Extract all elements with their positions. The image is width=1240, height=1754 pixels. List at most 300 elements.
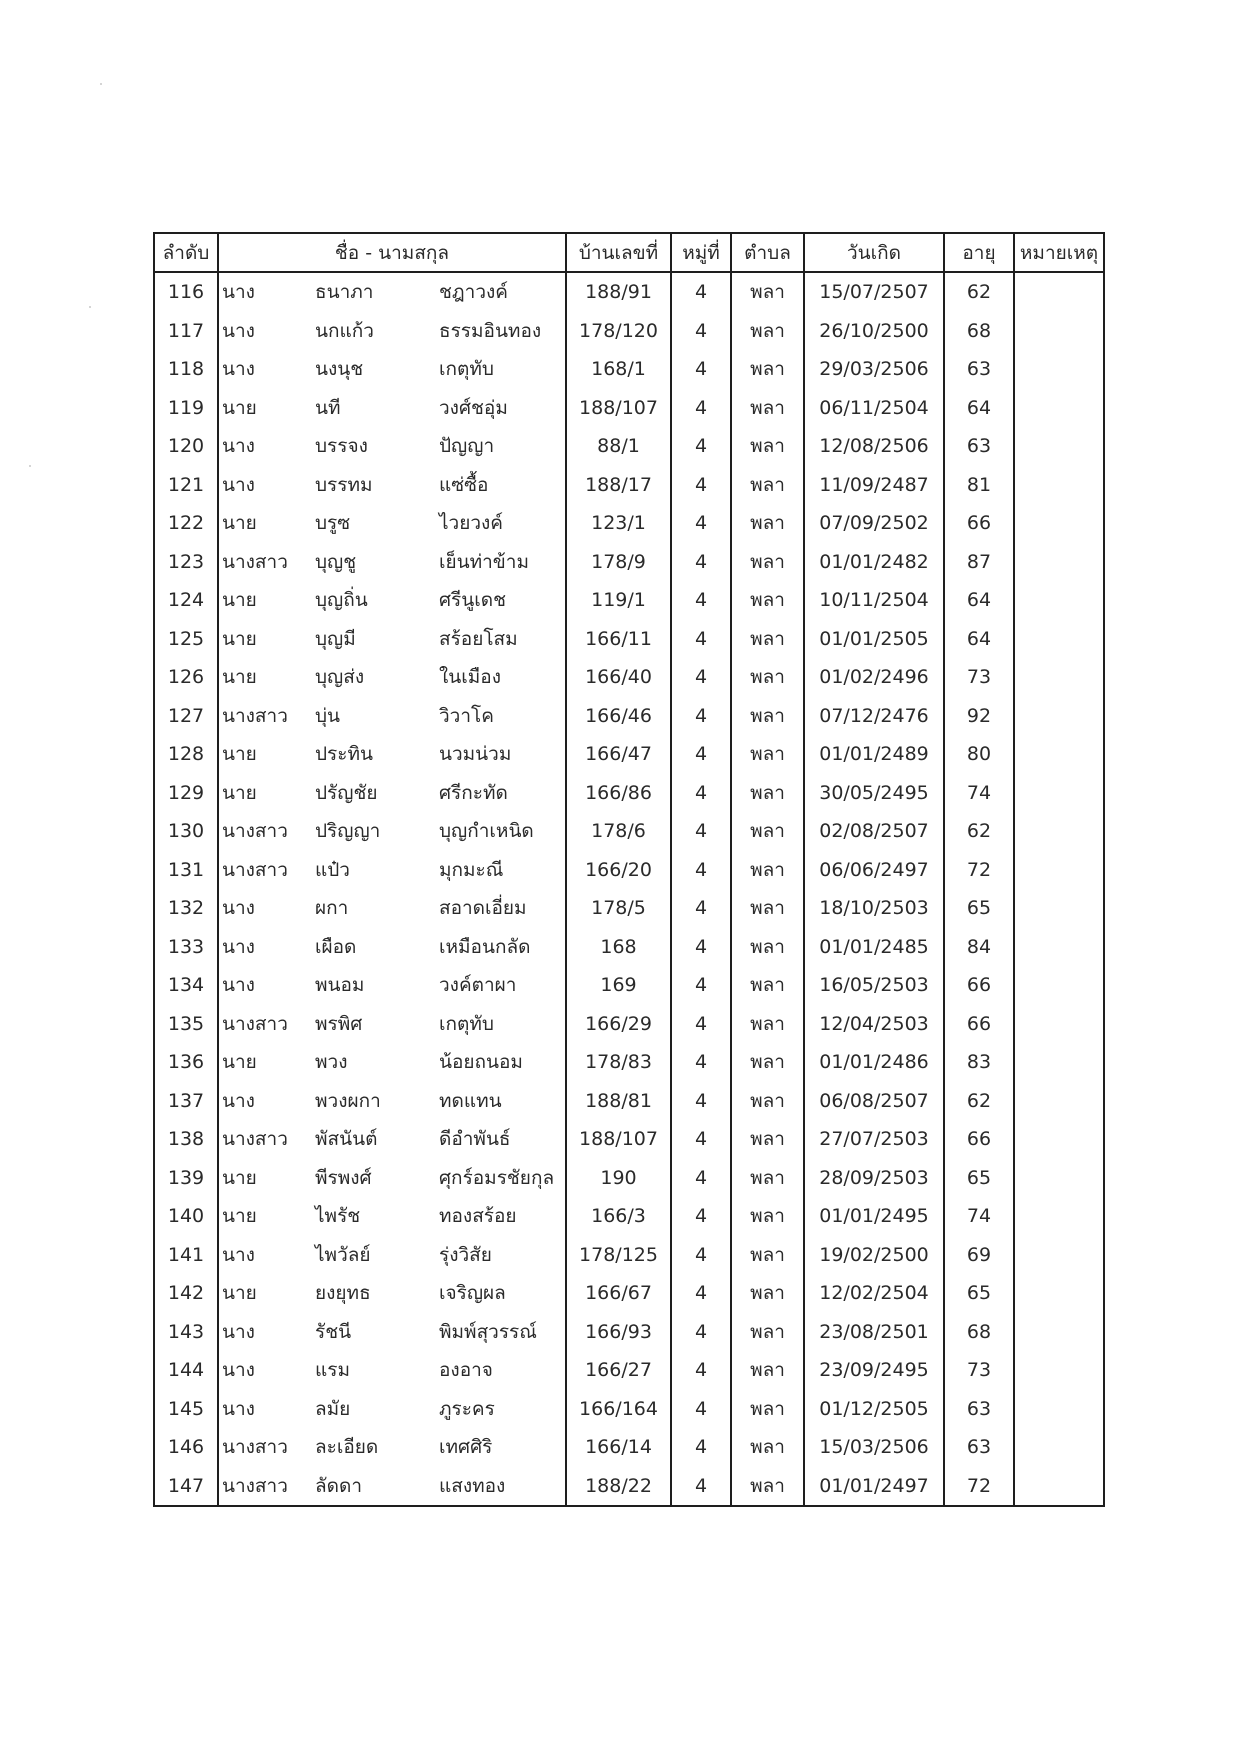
- row-number: 141: [154, 1236, 218, 1275]
- full-name-cell: [218, 543, 566, 582]
- row-number: 135: [154, 1005, 218, 1044]
- table-row: [154, 543, 1104, 582]
- moo-number: 4: [671, 1197, 731, 1236]
- row-number: 136: [154, 1043, 218, 1082]
- remark: [1014, 1351, 1104, 1390]
- remark: [1014, 1390, 1104, 1429]
- moo-number: 4: [671, 1428, 731, 1467]
- moo-number: 4: [671, 1351, 731, 1390]
- date-of-birth: 01/01/2489: [804, 735, 944, 774]
- house-number: 166/86: [566, 774, 671, 813]
- age: 81: [944, 466, 1014, 505]
- full-name-cell: [218, 427, 566, 466]
- full-name-cell: [218, 466, 566, 505]
- last-name: แสงทอง: [439, 1474, 506, 1497]
- house-number: 166/20: [566, 851, 671, 890]
- moo-number: 4: [671, 466, 731, 505]
- house-number: 166/67: [566, 1274, 671, 1313]
- moo-number: 4: [671, 581, 731, 620]
- moo-number: 4: [671, 1005, 731, 1044]
- last-name: ศรีนูเดช: [439, 589, 506, 612]
- name-prefix: นาง: [222, 935, 255, 958]
- name-prefix: นาง: [222, 281, 255, 304]
- remark: [1014, 581, 1104, 620]
- date-of-birth: 10/11/2504: [804, 581, 944, 620]
- remark: [1014, 389, 1104, 428]
- moo-number: 4: [671, 543, 731, 582]
- scan-speck: [100, 83, 102, 85]
- age: 62: [944, 812, 1014, 851]
- tambon: พลา: [731, 1236, 804, 1275]
- remark: [1014, 1313, 1104, 1352]
- remark: [1014, 1274, 1104, 1313]
- age: 84: [944, 928, 1014, 967]
- house-number: 188/91: [566, 272, 671, 312]
- age: 63: [944, 350, 1014, 389]
- table-row: [154, 466, 1104, 505]
- name-prefix: นางสาว: [222, 1474, 288, 1497]
- first-name: พัสนันต์: [315, 1128, 378, 1151]
- tambon: พลา: [731, 1390, 804, 1429]
- first-name: บรรจง: [315, 435, 368, 458]
- last-name: ดีอำพันธ์: [439, 1128, 511, 1151]
- remark: [1014, 966, 1104, 1005]
- last-name: บุญกำเหนิด: [439, 820, 534, 843]
- name-prefix: นาง: [222, 358, 255, 381]
- date-of-birth: 06/11/2504: [804, 389, 944, 428]
- age: 87: [944, 543, 1014, 582]
- table-row: [154, 1428, 1104, 1467]
- tambon: พลา: [731, 543, 804, 582]
- age: 92: [944, 697, 1014, 736]
- moo-number: 4: [671, 697, 731, 736]
- tambon: พลา: [731, 1082, 804, 1121]
- name-prefix: นาง: [222, 1243, 255, 1266]
- table-row: [154, 1274, 1104, 1313]
- row-number: 118: [154, 350, 218, 389]
- date-of-birth: 12/02/2504: [804, 1274, 944, 1313]
- moo-number: 4: [671, 889, 731, 928]
- age: 65: [944, 1274, 1014, 1313]
- last-name: นวมน่วม: [439, 743, 512, 766]
- tambon: พลา: [731, 928, 804, 967]
- table-row: [154, 272, 1104, 312]
- date-of-birth: 28/09/2503: [804, 1159, 944, 1198]
- row-number: 119: [154, 389, 218, 428]
- first-name: พวง: [315, 1051, 348, 1074]
- first-name: แรม: [315, 1359, 350, 1382]
- house-number: 168/1: [566, 350, 671, 389]
- house-number: 88/1: [566, 427, 671, 466]
- date-of-birth: 16/05/2503: [804, 966, 944, 1005]
- age: 65: [944, 1159, 1014, 1198]
- first-name: นกแก้ว: [315, 319, 374, 342]
- tambon: พลา: [731, 697, 804, 736]
- tambon: พลา: [731, 812, 804, 851]
- row-number: 117: [154, 312, 218, 351]
- first-name: ลมัย: [315, 1397, 351, 1420]
- first-name: ไพวัลย์: [315, 1243, 371, 1266]
- first-name: ผกา: [315, 897, 349, 920]
- age: 64: [944, 620, 1014, 659]
- remark: [1014, 889, 1104, 928]
- last-name: ธรรมอินทอง: [439, 319, 542, 342]
- date-of-birth: 01/02/2496: [804, 658, 944, 697]
- tambon: พลา: [731, 389, 804, 428]
- moo-number: 4: [671, 620, 731, 659]
- full-name-cell: [218, 1043, 566, 1082]
- age: 72: [944, 1467, 1014, 1507]
- full-name-cell: [218, 504, 566, 543]
- remark: [1014, 1120, 1104, 1159]
- last-name: มุกมะณี: [439, 858, 504, 881]
- table-row: [154, 581, 1104, 620]
- last-name: วงค์ตาผา: [439, 974, 517, 997]
- first-name: พีรพงศ์: [315, 1166, 372, 1189]
- age: 63: [944, 427, 1014, 466]
- table-row: [154, 735, 1104, 774]
- house-number: 166/47: [566, 735, 671, 774]
- moo-number: 4: [671, 350, 731, 389]
- last-name: วงศ์ชอุ่ม: [439, 396, 508, 419]
- full-name-cell: [218, 774, 566, 813]
- first-name: บุญถิ่น: [315, 589, 368, 612]
- date-of-birth: 12/08/2506: [804, 427, 944, 466]
- last-name: ชฎาวงค์: [439, 281, 508, 304]
- age: 83: [944, 1043, 1014, 1082]
- header-tambon: ตำบล: [731, 233, 804, 272]
- moo-number: 4: [671, 1082, 731, 1121]
- table-row: [154, 1236, 1104, 1275]
- date-of-birth: 27/07/2503: [804, 1120, 944, 1159]
- last-name: เหมือนกลัด: [439, 935, 531, 958]
- row-number: 147: [154, 1467, 218, 1507]
- remark: [1014, 350, 1104, 389]
- last-name: พิมพ์สุวรรณ์: [439, 1320, 537, 1343]
- row-number: 122: [154, 504, 218, 543]
- tambon: พลา: [731, 1159, 804, 1198]
- remark: [1014, 272, 1104, 312]
- full-name-cell: [218, 1428, 566, 1467]
- tambon: พลา: [731, 1351, 804, 1390]
- remark: [1014, 1043, 1104, 1082]
- name-prefix: นาย: [222, 666, 257, 689]
- tambon: พลา: [731, 774, 804, 813]
- house-number: 188/22: [566, 1467, 671, 1507]
- remark: [1014, 312, 1104, 351]
- house-number: 178/5: [566, 889, 671, 928]
- row-number: 121: [154, 466, 218, 505]
- name-prefix: นางสาว: [222, 1128, 288, 1151]
- name-prefix: นางสาว: [222, 1012, 288, 1035]
- table-row: [154, 1120, 1104, 1159]
- age: 65: [944, 889, 1014, 928]
- name-prefix: นางสาว: [222, 858, 288, 881]
- last-name: ในเมือง: [439, 666, 501, 689]
- name-prefix: นาง: [222, 974, 255, 997]
- last-name: ศรีกะทัด: [439, 781, 508, 804]
- moo-number: 4: [671, 851, 731, 890]
- name-prefix: นาย: [222, 1166, 257, 1189]
- age: 72: [944, 851, 1014, 890]
- full-name-cell: [218, 812, 566, 851]
- moo-number: 4: [671, 812, 731, 851]
- date-of-birth: 12/04/2503: [804, 1005, 944, 1044]
- row-number: 124: [154, 581, 218, 620]
- remark: [1014, 504, 1104, 543]
- table-row: [154, 1043, 1104, 1082]
- age: 63: [944, 1428, 1014, 1467]
- moo-number: 4: [671, 1159, 731, 1198]
- full-name-cell: [218, 658, 566, 697]
- house-number: 188/107: [566, 389, 671, 428]
- remark: [1014, 620, 1104, 659]
- date-of-birth: 01/01/2486: [804, 1043, 944, 1082]
- name-prefix: นาง: [222, 435, 255, 458]
- elderly-roster-table: [153, 232, 1105, 1507]
- header-dob: วันเกิด: [804, 233, 944, 272]
- full-name-cell: [218, 1467, 566, 1507]
- date-of-birth: 11/09/2487: [804, 466, 944, 505]
- house-number: 168: [566, 928, 671, 967]
- date-of-birth: 01/01/2505: [804, 620, 944, 659]
- remark: [1014, 1082, 1104, 1121]
- full-name-cell: [218, 1197, 566, 1236]
- row-number: 146: [154, 1428, 218, 1467]
- first-name: ปรัญชัย: [315, 781, 378, 804]
- full-name-cell: [218, 1274, 566, 1313]
- last-name: น้อยถนอม: [439, 1051, 523, 1074]
- last-name: ศุกร์อมรชัยกุล: [439, 1166, 555, 1189]
- date-of-birth: 02/08/2507: [804, 812, 944, 851]
- scan-speck: [29, 465, 31, 467]
- age: 62: [944, 272, 1014, 312]
- name-prefix: นางสาว: [222, 550, 288, 573]
- first-name: ปริญญา: [315, 820, 381, 843]
- header-no: ลำดับ: [154, 233, 218, 272]
- remark: [1014, 697, 1104, 736]
- table-row: [154, 427, 1104, 466]
- tambon: พลา: [731, 1197, 804, 1236]
- house-number: 166/11: [566, 620, 671, 659]
- tambon: พลา: [731, 272, 804, 312]
- scan-speck: [89, 306, 91, 308]
- full-name-cell: [218, 1005, 566, 1044]
- moo-number: 4: [671, 774, 731, 813]
- moo-number: 4: [671, 272, 731, 312]
- full-name-cell: [218, 1236, 566, 1275]
- last-name: เจริญผล: [439, 1282, 506, 1305]
- row-number: 138: [154, 1120, 218, 1159]
- remark: [1014, 851, 1104, 890]
- house-number: 169: [566, 966, 671, 1005]
- moo-number: 4: [671, 928, 731, 967]
- last-name: ทองสร้อย: [439, 1205, 517, 1228]
- table-row: [154, 812, 1104, 851]
- last-name: ปัญญา: [439, 435, 495, 458]
- house-number: 178/9: [566, 543, 671, 582]
- name-prefix: นาง: [222, 473, 255, 496]
- house-number: 190: [566, 1159, 671, 1198]
- age: 66: [944, 504, 1014, 543]
- table-body: [154, 272, 1104, 1506]
- row-number: 131: [154, 851, 218, 890]
- header-age: อายุ: [944, 233, 1014, 272]
- moo-number: 4: [671, 735, 731, 774]
- table-row: [154, 1005, 1104, 1044]
- last-name: องอาจ: [439, 1359, 493, 1382]
- remark: [1014, 658, 1104, 697]
- header-moo: หมู่ที่: [671, 233, 731, 272]
- table-row: [154, 851, 1104, 890]
- moo-number: 4: [671, 1236, 731, 1275]
- first-name: พรพิศ: [315, 1012, 363, 1035]
- remark: [1014, 1236, 1104, 1275]
- house-number: 166/29: [566, 1005, 671, 1044]
- date-of-birth: 01/01/2485: [804, 928, 944, 967]
- tambon: พลา: [731, 658, 804, 697]
- first-name: บรูซ: [315, 512, 351, 535]
- moo-number: 4: [671, 1120, 731, 1159]
- row-number: 125: [154, 620, 218, 659]
- full-name-cell: [218, 1120, 566, 1159]
- tambon: พลา: [731, 427, 804, 466]
- age: 66: [944, 1120, 1014, 1159]
- row-number: 134: [154, 966, 218, 1005]
- row-number: 130: [154, 812, 218, 851]
- header-remark: หมายเหตุ: [1014, 233, 1104, 272]
- house-number: 166/14: [566, 1428, 671, 1467]
- table-row: [154, 697, 1104, 736]
- name-prefix: นาง: [222, 897, 255, 920]
- tambon: พลา: [731, 1043, 804, 1082]
- header-row: [154, 233, 1104, 272]
- first-name: บุญส่ง: [315, 666, 365, 689]
- row-number: 129: [154, 774, 218, 813]
- full-name-cell: [218, 697, 566, 736]
- row-number: 116: [154, 272, 218, 312]
- row-number: 133: [154, 928, 218, 967]
- row-number: 140: [154, 1197, 218, 1236]
- house-number: 166/164: [566, 1390, 671, 1429]
- row-number: 127: [154, 697, 218, 736]
- row-number: 144: [154, 1351, 218, 1390]
- house-number: 166/27: [566, 1351, 671, 1390]
- moo-number: 4: [671, 1390, 731, 1429]
- full-name-cell: [218, 620, 566, 659]
- row-number: 137: [154, 1082, 218, 1121]
- row-number: 123: [154, 543, 218, 582]
- row-number: 132: [154, 889, 218, 928]
- tambon: พลา: [731, 466, 804, 505]
- remark: [1014, 1197, 1104, 1236]
- date-of-birth: 30/05/2495: [804, 774, 944, 813]
- last-name: สอาดเอี่ยม: [439, 897, 527, 920]
- full-name-cell: [218, 889, 566, 928]
- tambon: พลา: [731, 312, 804, 351]
- remark: [1014, 774, 1104, 813]
- house-number: 188/107: [566, 1120, 671, 1159]
- moo-number: 4: [671, 389, 731, 428]
- first-name: ประทิน: [315, 743, 373, 766]
- name-prefix: นาย: [222, 396, 257, 419]
- first-name: ลัดดา: [315, 1474, 362, 1497]
- last-name: รุ่งวิสัย: [439, 1243, 492, 1266]
- date-of-birth: 06/06/2497: [804, 851, 944, 890]
- table-row: [154, 1351, 1104, 1390]
- full-name-cell: [218, 1159, 566, 1198]
- tambon: พลา: [731, 350, 804, 389]
- header-name: ชื่อ - นามสกุล: [218, 233, 566, 272]
- full-name-cell: [218, 928, 566, 967]
- first-name: บรรทม: [315, 473, 373, 496]
- age: 73: [944, 658, 1014, 697]
- first-name: บุ่น: [315, 704, 341, 727]
- full-name-cell: [218, 272, 566, 312]
- first-name: รัชนี: [315, 1320, 352, 1343]
- date-of-birth: 23/08/2501: [804, 1313, 944, 1352]
- name-prefix: นาย: [222, 589, 257, 612]
- tambon: พลา: [731, 1428, 804, 1467]
- tambon: พลา: [731, 966, 804, 1005]
- house-number: 188/17: [566, 466, 671, 505]
- name-prefix: นาย: [222, 743, 257, 766]
- header-house-no: บ้านเลขที่: [566, 233, 671, 272]
- full-name-cell: [218, 581, 566, 620]
- name-prefix: นาย: [222, 512, 257, 535]
- first-name: นที: [315, 396, 341, 419]
- table-row: [154, 389, 1104, 428]
- name-prefix: นาง: [222, 1089, 255, 1112]
- table-row: [154, 658, 1104, 697]
- full-name-cell: [218, 735, 566, 774]
- remark: [1014, 1467, 1104, 1507]
- name-prefix: นาย: [222, 1205, 257, 1228]
- date-of-birth: 18/10/2503: [804, 889, 944, 928]
- age: 74: [944, 1197, 1014, 1236]
- house-number: 119/1: [566, 581, 671, 620]
- remark: [1014, 466, 1104, 505]
- row-number: 120: [154, 427, 218, 466]
- table-row: [154, 1159, 1104, 1198]
- date-of-birth: 01/12/2505: [804, 1390, 944, 1429]
- date-of-birth: 06/08/2507: [804, 1082, 944, 1121]
- date-of-birth: 15/07/2507: [804, 272, 944, 312]
- table-row: [154, 620, 1104, 659]
- row-number: 139: [154, 1159, 218, 1198]
- last-name: เทศศิริ: [439, 1436, 493, 1459]
- age: 80: [944, 735, 1014, 774]
- remark: [1014, 427, 1104, 466]
- first-name: นงนุช: [315, 358, 364, 381]
- table-row: [154, 1467, 1104, 1507]
- row-number: 145: [154, 1390, 218, 1429]
- age: 73: [944, 1351, 1014, 1390]
- house-number: 178/83: [566, 1043, 671, 1082]
- remark: [1014, 1428, 1104, 1467]
- full-name-cell: [218, 312, 566, 351]
- age: 74: [944, 774, 1014, 813]
- table-row: [154, 928, 1104, 967]
- remark: [1014, 735, 1104, 774]
- age: 68: [944, 312, 1014, 351]
- first-name: ละเอียด: [315, 1436, 379, 1459]
- table-row: [154, 774, 1104, 813]
- last-name: เกตุทับ: [439, 358, 494, 381]
- full-name-cell: [218, 1390, 566, 1429]
- first-name: พวงผกา: [315, 1089, 381, 1112]
- last-name: แซ่ซื้อ: [439, 473, 489, 496]
